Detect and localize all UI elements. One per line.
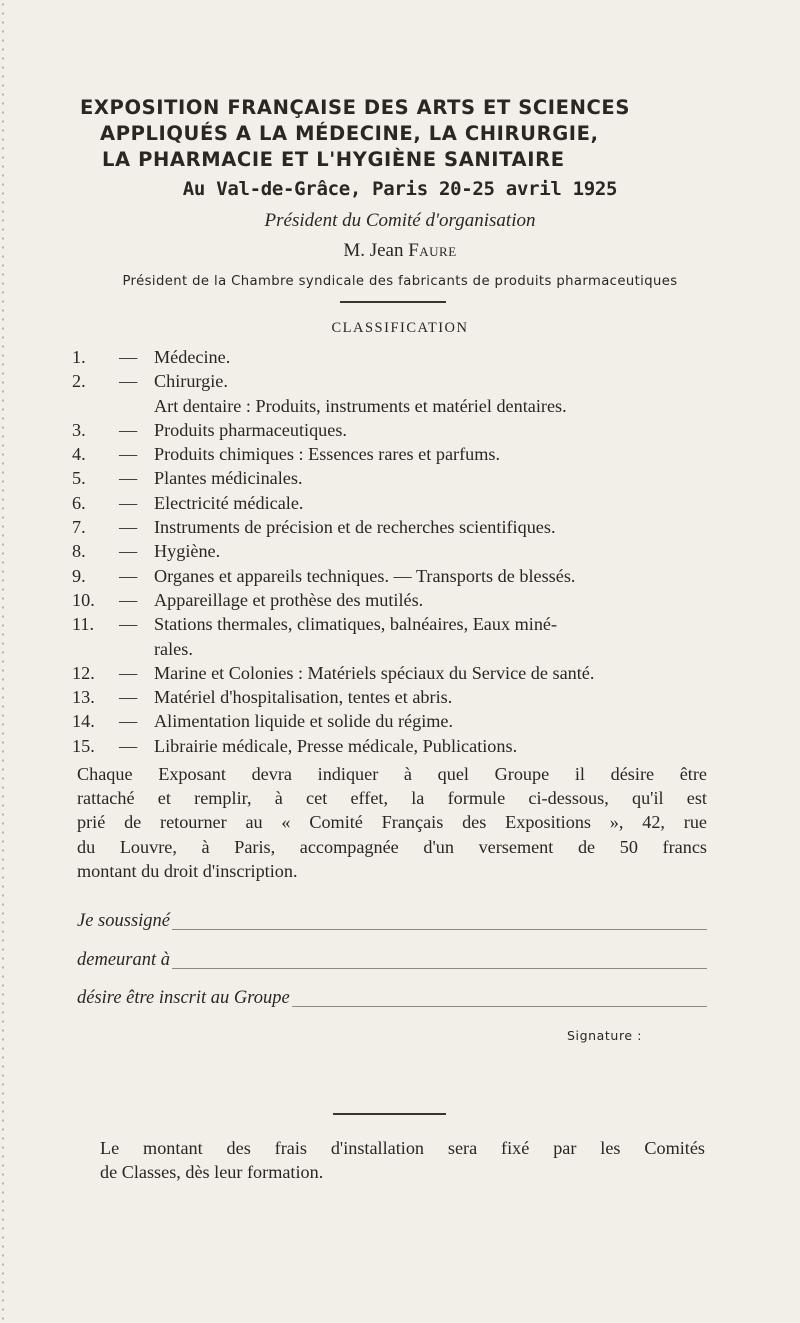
group-name: Chirurgie. [154, 371, 228, 392]
classification-item [0, 612, 800, 636]
group-name: Alimentation liquide et solide du régime. [154, 711, 454, 732]
instruction-line: Chaque Exposant devra indiquer à quel Groupe il désire être [77, 764, 707, 784]
group-number: 5. [72, 468, 86, 489]
group-name: Appareillage et prothèse des mutilés. [154, 589, 424, 610]
exhibition-title-line-2: APPLIQUÉS A LA MÉDECINE, LA CHIRURGIE, [100, 122, 599, 145]
group-field[interactable] [77, 983, 707, 1013]
footer-line-2: de Classes, dès leur formation. [100, 1162, 324, 1182]
group-name: Librairie médicale, Presse médicale, Publications. [154, 735, 518, 756]
group-dash: — [119, 444, 138, 465]
group-number: 6. [72, 492, 86, 513]
group-number: 2. [72, 371, 86, 392]
group-number: 10. [72, 589, 95, 610]
group-number: 15. [72, 735, 95, 756]
group-number: 3. [72, 419, 86, 440]
group-dash: — [119, 468, 138, 489]
exhibitor-instructions [77, 762, 707, 883]
undersigned-field[interactable] [77, 906, 707, 936]
group-label: désire être inscrit au Groupe [77, 988, 290, 1008]
group-dash: — [119, 735, 138, 756]
residence-field[interactable] [77, 945, 707, 975]
group-name: rales. [154, 638, 193, 659]
classification-item [0, 588, 800, 612]
group-name: Stations thermales, climatiques, balnéaires, Eaux miné- [154, 614, 558, 635]
residence-label: demeurant à [77, 950, 170, 970]
classification-item [0, 442, 800, 466]
instruction-line: du Louvre, à Paris, accompagnée d'un versement de 50 francs [77, 836, 707, 857]
group-name: Electricité médicale. [154, 492, 304, 513]
group-number: 12. [72, 662, 95, 683]
instruction-line: montant du droit d'inscription. [77, 860, 298, 881]
group-name: Produits pharmaceutiques. [154, 419, 347, 440]
group-number: 14. [72, 711, 95, 732]
president-label: Président du Comité d'organisation [264, 210, 536, 231]
classification-item [0, 491, 800, 515]
group-dash: — [119, 371, 138, 392]
group-name: Plantes médicinales. [154, 468, 303, 489]
classification-item [0, 564, 800, 588]
group-name: Produits chimiques : Essences rares et parfums. [154, 444, 500, 465]
group-number: 13. [72, 687, 95, 708]
group-name: Hygiène. [154, 541, 221, 562]
classification-item [0, 466, 800, 490]
exhibition-title-line-1: EXPOSITION FRANÇAISE DES ARTS ET SCIENCES [80, 96, 630, 119]
group-dash: — [119, 589, 138, 610]
classification-item [0, 734, 800, 758]
group-name: Instruments de précision et de recherches scientifiques. [154, 517, 556, 538]
group-number: 1. [72, 347, 86, 367]
group-name: Art dentaire : Produits, instruments et matériel dentaires. [154, 395, 567, 416]
group-dash: — [119, 347, 138, 367]
group-number: 7. [72, 517, 86, 538]
group-number: 9. [72, 565, 86, 586]
classification-item [0, 709, 800, 733]
classification-item [0, 345, 800, 369]
classification-list [0, 345, 800, 758]
group-dash: — [119, 687, 138, 708]
exhibition-title-line-3: LA PHARMACIE ET L'HYGIÈNE SANITAIRE [102, 148, 565, 171]
president-name [0, 240, 800, 262]
signature-label: Signature : [567, 1028, 643, 1043]
group-dash: — [119, 565, 138, 586]
group-dash: — [119, 614, 138, 635]
group-name: Organes et appareils techniques. — Transports de blessés. [154, 565, 576, 586]
classification-item [0, 637, 800, 661]
classification-item [0, 369, 800, 393]
divider-bottom [333, 1113, 446, 1115]
classification-item [0, 394, 800, 418]
group-name: Matériel d'hospitalisation, tentes et abris. [154, 687, 453, 708]
president-prefix: M. Jean [343, 240, 404, 261]
classification-heading: CLASSIFICATION [331, 320, 469, 336]
president-surname: Faure [408, 240, 457, 261]
group-dash: — [119, 541, 138, 562]
classification-item [0, 539, 800, 563]
classification-item [0, 685, 800, 709]
group-name: Médecine. [154, 347, 231, 367]
divider-top [340, 301, 446, 303]
president-title: Président de la Chambre syndicale des fabricants de produits pharmaceutiques [122, 274, 678, 289]
group-dash: — [119, 711, 138, 732]
place-and-date: Au Val-de-Grâce, Paris 20-25 avril 1925 [182, 178, 618, 200]
instruction-line: prié de retourner au « Comité Français des Expositions », 42, rue [77, 812, 707, 833]
group-name: Marine et Colonies : Matériels spéciaux du Service de santé. [154, 662, 595, 683]
classification-item [0, 418, 800, 442]
footer-note [100, 1136, 705, 1184]
group-dash: — [119, 419, 138, 440]
group-number: 11. [72, 614, 95, 635]
classification-item [0, 515, 800, 539]
group-dash: — [119, 492, 138, 513]
group-number: 8. [72, 541, 86, 562]
group-number: 4. [72, 444, 86, 465]
group-dash: — [119, 517, 138, 538]
instruction-line: rattaché et remplir, à cet effet, la formule ci-dessous, qu'il est [77, 788, 707, 809]
undersigned-label: Je soussigné [77, 911, 170, 931]
footer-line-1: Le montant des frais d'installation sera fixé par les Comités [100, 1138, 705, 1158]
classification-item [0, 661, 800, 685]
group-dash: — [119, 662, 138, 683]
